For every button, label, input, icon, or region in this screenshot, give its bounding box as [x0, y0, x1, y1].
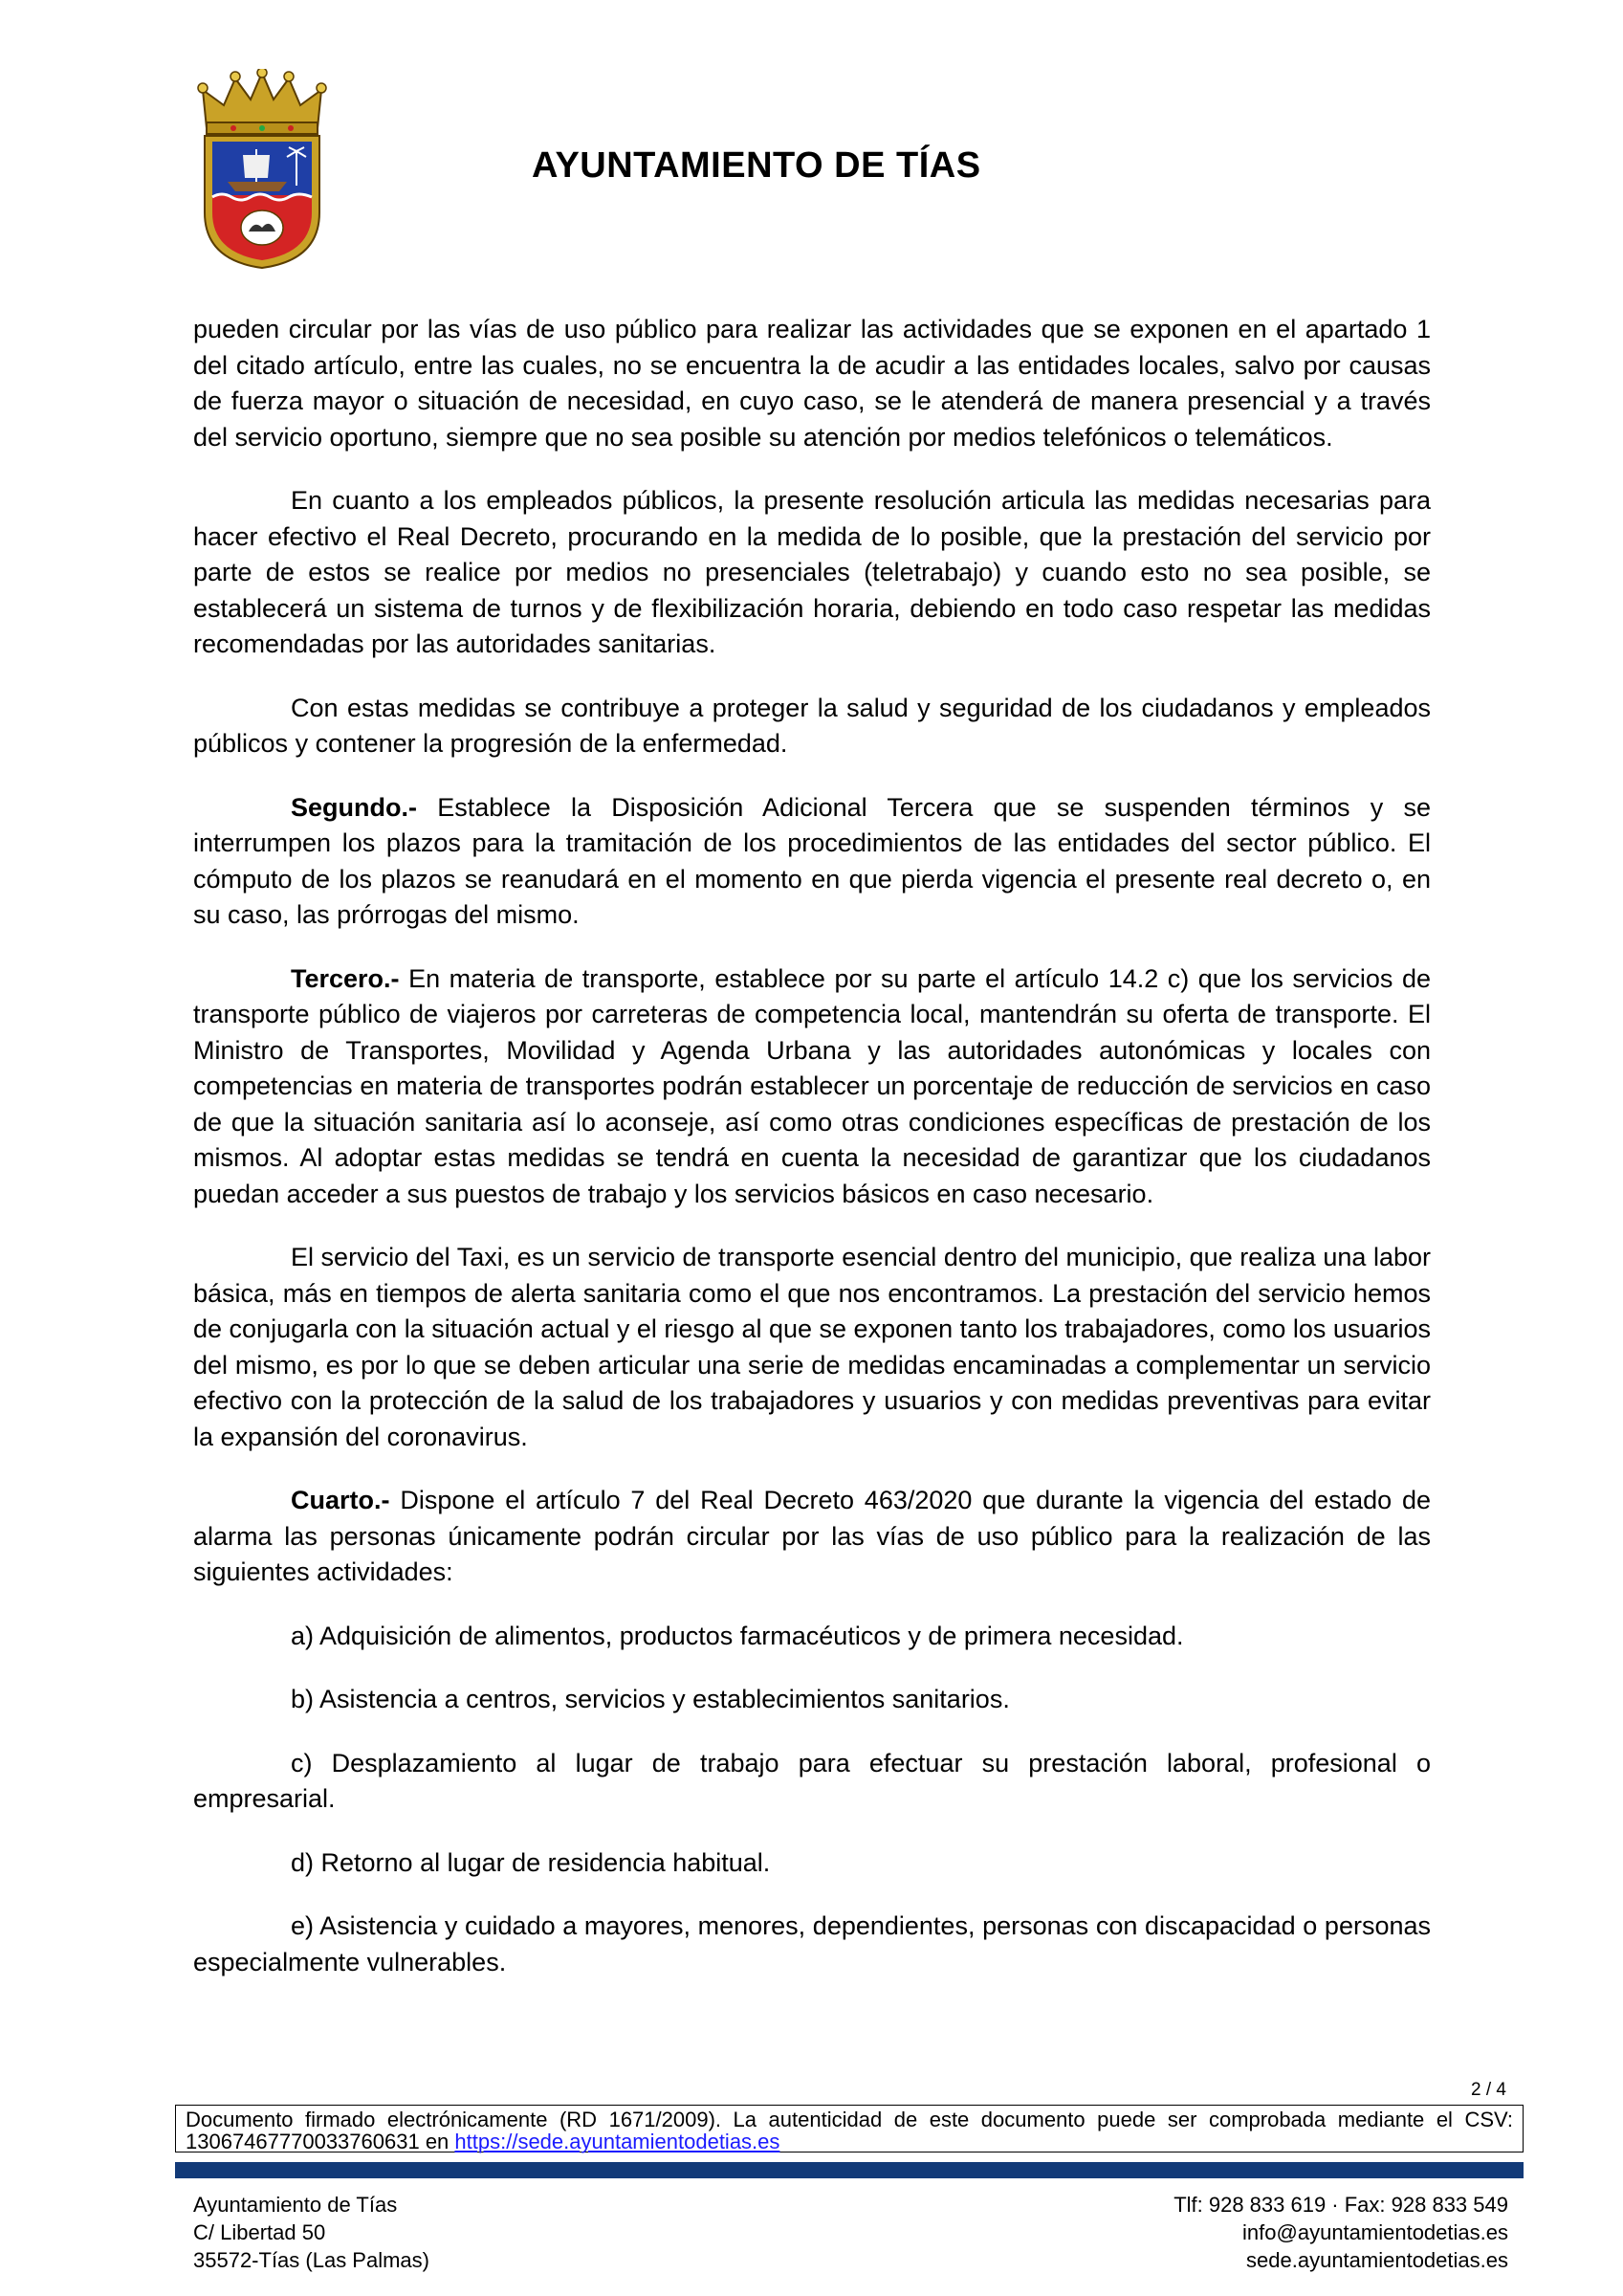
footer-email: info@ayuntamientodetias.es: [1242, 2220, 1508, 2244]
paragraph: El servicio del Taxi, es un servicio de transporte esencial dentro del municipio, que realiza una labor básica, más en tiempos de alerta sanitaria como el que nos encontramos. La prestación del servicio hemos de conjugarla con la situación actual y el riesgo al que se exponen tanto los trabajadores, como los usuarios del mismo, es por lo que se deben articular una serie de medidas encaminadas a complementar un servicio efectivo con la protección de la salud de los trabajadores y usuarios y con medidas preventivas para evitar la expansión del coronavirus.: [193, 1243, 1431, 1451]
footer-line: Ayuntamiento de Tías: [193, 2193, 398, 2217]
crown-icon: [198, 69, 326, 134]
document-body: [193, 312, 1431, 2008]
footer-line: C/ Libertad 50: [193, 2220, 326, 2244]
signature-text: Documento firmado electrónicamente (RD 1671/2009). La autenticidad de este documento puede ser comprobada mediante el CSV: 13067467770033760631 en: [186, 2108, 1513, 2153]
list-item: a) Adquisición de alimentos, productos farmacéuticos y de primera necesidad.: [291, 1621, 1184, 1650]
paragraph: pueden circular por las vías de uso público para realizar las actividades que se exponen en el apartado 1 del citado artículo, entre las cuales, no se encuentra la de acudir a las entidades locales, salvo por causas de fuerza mayor o situación de necesidad, en cuyo caso, se le atenderá de manera presencial y a través del servicio oportuno, siempre que no sea posible su atención por medios telefónicos o telemáticos.: [193, 315, 1431, 452]
list-item: b) Asistencia a centros, servicios y establecimientos sanitarios.: [291, 1685, 1010, 1713]
paragraph: En cuanto a los empleados públicos, la presente resolución articula las medidas necesarias para hacer efectivo el Real Decreto, procurando en la medida de lo posible, que la prestación del servicio por parte de estos se realice por medios no presenciales (teletrabajo) y cuando esto no sea posible, se establecerá un sistema de turnos y de flexibilización horaria, debiendo en todo caso respetar las medidas recomendadas por las autoridades sanitarias.: [193, 486, 1431, 658]
paragraph-segundo: [193, 790, 1431, 934]
footer-contact: [1173, 2191, 1508, 2274]
list-item: d) Retorno al lugar de residencia habitual.: [291, 1847, 771, 1877]
list-item: e) Asistencia y cuidado a mayores, menores, dependientes, personas con discapacidad o personas especialmente vulnerables.: [193, 1911, 1431, 1976]
electronic-signature-notice: [175, 2105, 1524, 2152]
paragraph: Con estas medidas se contribuye a proteger la salud y seguridad de los ciudadanos y empleados públicos y contener la progresión de la enfermedad.: [193, 693, 1431, 758]
list-item: c) Desplazamiento al lugar de trabajo para efectuar su prestación laboral, profesional o empresarial.: [193, 1748, 1431, 1813]
verification-link[interactable]: https://sede.ayuntamientodetias.es: [454, 2130, 780, 2153]
footer-line: 35572-Tías (Las Palmas): [193, 2248, 429, 2272]
page-header: [0, 0, 1623, 287]
organization-title: AYUNTAMIENTO DE TÍAS: [532, 145, 981, 186]
footer-phone: Tlf: 928 833 619 · Fax: 928 833 549: [1173, 2193, 1508, 2217]
paragraph-text: En materia de transporte, establece por su parte el artículo 14.2 c) que los servicios de transporte público de viajeros por carreteras de competencia local, mantendrán su oferta de transporte. El Ministro de Transportes, Movilidad y Agenda Urbana y las autoridades autonómicas y locales con competencias en materia de transportes podrán establecer un porcentaje de reducción de servicios en caso de que la situación sanitaria así lo aconseje, así como otras condiciones específicas de prestación de los mismos. Al adoptar estas medidas se tendrá en cuenta la necesidad de garantizar que los ciudadanos puedan acceder a sus puestos de trabajo y los servicios básicos en caso necesario.: [193, 963, 1431, 1208]
page-number: 2 / 4: [1471, 2080, 1506, 2100]
section-label: Tercero.-: [291, 963, 400, 993]
coat-of-arms-logo: [195, 69, 329, 270]
paragraph-text: Establece la Disposición Adicional Tercera que se suspenden términos y se interrumpen los plazos para la tramitación de los procedimientos de las entidades del sector público. El cómputo de los plazos se reanudará en el momento en que pierda vigencia el presente real decreto o, en su caso, las prórrogas del mismo.: [193, 792, 1431, 929]
footer-address: [193, 2191, 429, 2274]
paragraph-text: Dispone el artículo 7 del Real Decreto 463/2020 que durante la vigencia del estado de alarma las personas únicamente podrán circular por las vías de uso público para la realización de las siguientes actividades:: [193, 1486, 1431, 1586]
section-label: Cuarto.-: [291, 1486, 390, 1514]
paragraph-tercero: [193, 961, 1431, 1213]
section-label: Segundo.-: [291, 792, 417, 822]
footer-divider-bar: [175, 2162, 1524, 2178]
footer-website: sede.ayuntamientodetias.es: [1246, 2248, 1508, 2272]
paragraph-cuarto: [193, 1483, 1431, 1591]
